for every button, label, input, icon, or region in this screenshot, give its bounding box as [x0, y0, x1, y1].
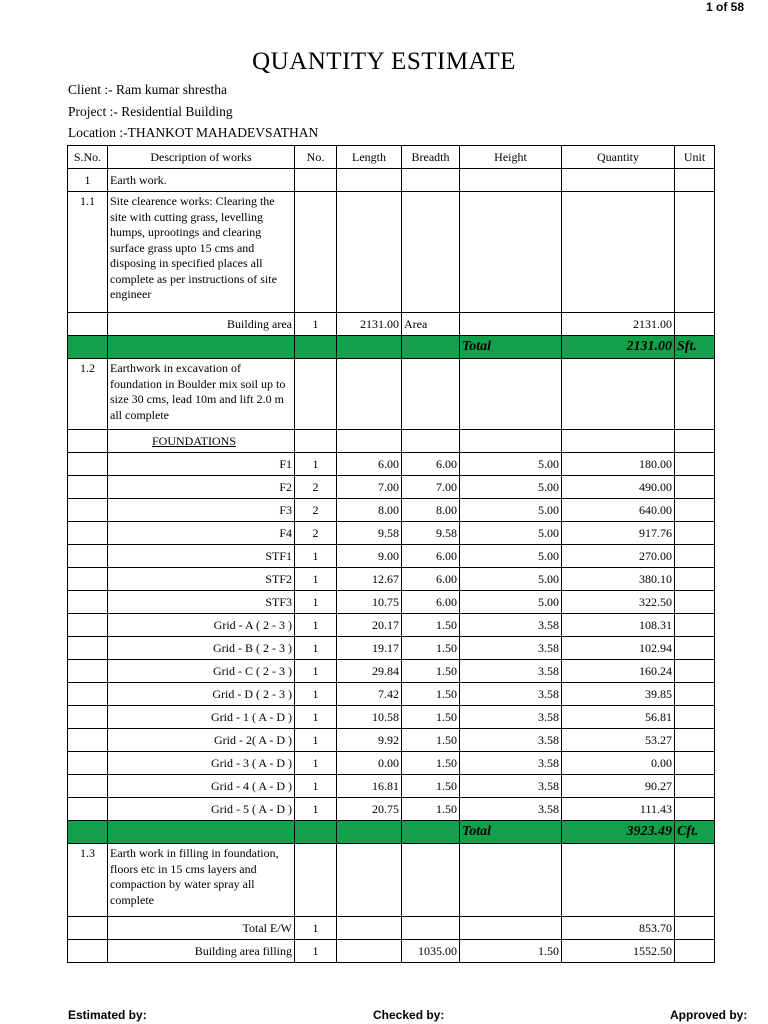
header-description: Description of works — [108, 146, 295, 169]
table-row — [68, 775, 715, 798]
cell-desc: STF1 — [108, 545, 295, 568]
table-row — [68, 499, 715, 522]
table-row — [68, 940, 715, 963]
item-row — [68, 192, 715, 313]
header-breadth: Breadth — [402, 146, 460, 169]
cell-quantity: 2131.00 — [562, 313, 675, 336]
cell-quantity: 180.00 — [562, 453, 675, 476]
table-row — [68, 522, 715, 545]
table-header-row — [68, 146, 715, 169]
cell-height: 5.00 — [460, 545, 562, 568]
cell-desc: F4 — [108, 522, 295, 545]
header-unit: Unit — [675, 146, 715, 169]
cell-quantity: 490.00 — [562, 476, 675, 499]
cell-quantity: 90.27 — [562, 775, 675, 798]
cell-breadth: 1.50 — [402, 775, 460, 798]
cell-no: 1 — [295, 591, 337, 614]
header-no: No. — [295, 146, 337, 169]
header-length: Length — [337, 146, 402, 169]
table-row — [68, 660, 715, 683]
estimated-by-label: Estimated by: — [68, 1008, 147, 1022]
cell-length: 19.17 — [337, 637, 402, 660]
section-row — [68, 169, 715, 192]
cell-height: 5.00 — [460, 568, 562, 591]
cell-desc: Grid - B ( 2 - 3 ) — [108, 637, 295, 660]
table-row — [68, 752, 715, 775]
cell-length: 20.17 — [337, 614, 402, 637]
table-row — [68, 545, 715, 568]
cell-desc: F1 — [108, 453, 295, 476]
cell-quantity: 111.43 — [562, 798, 675, 821]
cell-no: 1 — [295, 798, 337, 821]
cell-breadth: 6.00 — [402, 545, 460, 568]
cell-no: 1 — [295, 683, 337, 706]
cell-height: 3.58 — [460, 660, 562, 683]
cell-no: 1 — [295, 917, 337, 940]
cell-length: 10.58 — [337, 706, 402, 729]
cell-desc: Building area filling — [108, 940, 295, 963]
project-line: Project :- Residential Building — [68, 104, 233, 119]
cell-length: 7.42 — [337, 683, 402, 706]
cell-breadth: 1.50 — [402, 660, 460, 683]
cell-desc: Grid - D ( 2 - 3 ) — [108, 683, 295, 706]
table-row — [68, 476, 715, 499]
cell-length: 6.00 — [337, 453, 402, 476]
cell-breadth: 1.50 — [402, 729, 460, 752]
total-row — [68, 336, 715, 359]
cell-breadth: 6.00 — [402, 591, 460, 614]
cell-quantity: 102.94 — [562, 637, 675, 660]
cell-breadth: 9.58 — [402, 522, 460, 545]
approved-by-label: Approved by: — [670, 1008, 748, 1022]
section-title: Earth work. — [108, 169, 295, 192]
cell-no: 1 — [295, 313, 337, 336]
cell-height: 3.58 — [460, 706, 562, 729]
cell-height: 3.58 — [460, 683, 562, 706]
cell-breadth: 1.50 — [402, 637, 460, 660]
cell-quantity: 322.50 — [562, 591, 675, 614]
cell-height: 5.00 — [460, 522, 562, 545]
cell-no: 1 — [295, 752, 337, 775]
cell-breadth: 1.50 — [402, 752, 460, 775]
cell-desc: Grid - A ( 2 - 3 ) — [108, 614, 295, 637]
table-row — [68, 453, 715, 476]
cell-sno: 1 — [68, 169, 108, 192]
cell-breadth: 6.00 — [402, 568, 460, 591]
total-label: Total — [460, 336, 562, 359]
header-quantity: Quantity — [562, 146, 675, 169]
cell-height: 5.00 — [460, 591, 562, 614]
cell-desc: Grid - 2( A - D ) — [108, 729, 295, 752]
cell-length: 9.58 — [337, 522, 402, 545]
quantity-table — [67, 145, 715, 963]
header-sno: S.No. — [68, 146, 108, 169]
cell-length: 9.00 — [337, 545, 402, 568]
total-value: 2131.00 — [562, 336, 675, 359]
cell-no: 2 — [295, 522, 337, 545]
table-row — [68, 637, 715, 660]
cell-no: 1 — [295, 453, 337, 476]
cell-quantity: 0.00 — [562, 752, 675, 775]
cell-quantity: 53.27 — [562, 729, 675, 752]
cell-desc: Building area — [108, 313, 295, 336]
total-value: 3923.49 — [562, 821, 675, 844]
cell-desc: F2 — [108, 476, 295, 499]
cell-desc: Grid - 5 ( A - D ) — [108, 798, 295, 821]
table-row — [68, 313, 715, 336]
page-number: 1 of 58 — [705, 0, 744, 14]
cell-breadth: 6.00 — [402, 453, 460, 476]
cell-quantity: 640.00 — [562, 499, 675, 522]
subheading-row — [68, 430, 715, 453]
table-row — [68, 729, 715, 752]
cell-desc: STF2 — [108, 568, 295, 591]
table-row — [68, 614, 715, 637]
cell-height: 3.58 — [460, 729, 562, 752]
cell-no: 1 — [295, 729, 337, 752]
table-row — [68, 683, 715, 706]
cell-desc: Grid - C ( 2 - 3 ) — [108, 660, 295, 683]
item-description: Site clearence works: Clearing the site with cutting grass, levelling humps, uprootings and clearing surface grass upto 15 cms and disposing in specified places all complete as per instructions of site engineer — [108, 192, 295, 313]
item-row — [68, 844, 715, 917]
cell-height: 5.00 — [460, 476, 562, 499]
location-line: Location :-THANKOT MAHADEVSATHAN — [68, 125, 319, 140]
cell-length: 20.75 — [337, 798, 402, 821]
cell-height: 3.58 — [460, 752, 562, 775]
cell-desc: Grid - 4 ( A - D ) — [108, 775, 295, 798]
item-row — [68, 359, 715, 430]
cell-quantity: 39.85 — [562, 683, 675, 706]
client-line: Client :- Ram kumar shrestha — [68, 82, 227, 97]
cell-no: 1 — [295, 637, 337, 660]
cell-height: 3.58 — [460, 798, 562, 821]
table-row — [68, 917, 715, 940]
total-unit: Cft. — [675, 821, 715, 844]
cell-quantity: 853.70 — [562, 917, 675, 940]
table-row — [68, 568, 715, 591]
cell-desc: Grid - 1 ( A - D ) — [108, 706, 295, 729]
table-row — [68, 706, 715, 729]
cell-no: 2 — [295, 476, 337, 499]
cell-breadth: 8.00 — [402, 499, 460, 522]
cell-length: 0.00 — [337, 752, 402, 775]
cell-no: 1 — [295, 775, 337, 798]
cell-no: 1 — [295, 940, 337, 963]
cell-quantity: 270.00 — [562, 545, 675, 568]
cell-quantity: 917.76 — [562, 522, 675, 545]
cell-length: 9.92 — [337, 729, 402, 752]
cell-desc: STF3 — [108, 591, 295, 614]
cell-height: 5.00 — [460, 453, 562, 476]
cell-length: 2131.00 — [337, 313, 402, 336]
total-row — [68, 821, 715, 844]
cell-breadth: 1.50 — [402, 798, 460, 821]
cell-sno: 1.3 — [68, 844, 108, 917]
cell-breadth: Area — [402, 313, 460, 336]
cell-length: 16.81 — [337, 775, 402, 798]
cell-length: 10.75 — [337, 591, 402, 614]
cell-height: 3.58 — [460, 637, 562, 660]
cell-quantity: 160.24 — [562, 660, 675, 683]
cell-no: 1 — [295, 568, 337, 591]
item-description: Earthwork in excavation of foundation in Boulder mix soil up to size 30 cms, lead 10m and lift 2.0 m all complete — [108, 359, 295, 430]
foundations-label: FOUNDATIONS — [152, 433, 237, 448]
cell-no: 1 — [295, 660, 337, 683]
cell-height: 3.58 — [460, 614, 562, 637]
cell-quantity: 56.81 — [562, 706, 675, 729]
cell-desc: Total E/W — [108, 917, 295, 940]
cell-desc: Grid - 3 ( A - D ) — [108, 752, 295, 775]
cell-breadth: 1.50 — [402, 683, 460, 706]
checked-by-label: Checked by: — [373, 1008, 445, 1022]
cell-length: 7.00 — [337, 476, 402, 499]
cell-length: 8.00 — [337, 499, 402, 522]
cell-sno: 1.2 — [68, 359, 108, 430]
cell-quantity: 1552.50 — [562, 940, 675, 963]
cell-breadth: 7.00 — [402, 476, 460, 499]
cell-no: 2 — [295, 499, 337, 522]
cell-desc: F3 — [108, 499, 295, 522]
cell-sno: 1.1 — [68, 192, 108, 313]
page-title: QUANTITY ESTIMATE — [252, 48, 516, 75]
total-unit: Sft. — [675, 336, 715, 359]
cell-height: 1.50 — [460, 940, 562, 963]
cell-no: 1 — [295, 706, 337, 729]
cell-length: 29.84 — [337, 660, 402, 683]
cell-breadth: 1.50 — [402, 614, 460, 637]
cell-breadth: 1035.00 — [402, 940, 460, 963]
item-description: Earth work in filling in foundation, floors etc in 15 cms layers and compaction by water spray all complete — [108, 844, 295, 917]
cell-height: 5.00 — [460, 499, 562, 522]
cell-breadth: 1.50 — [402, 706, 460, 729]
cell-quantity: 108.31 — [562, 614, 675, 637]
cell-no: 1 — [295, 614, 337, 637]
total-label: Total — [460, 821, 562, 844]
cell-height: 3.58 — [460, 775, 562, 798]
table-row — [68, 591, 715, 614]
table-row — [68, 798, 715, 821]
cell-no: 1 — [295, 545, 337, 568]
cell-quantity: 380.10 — [562, 568, 675, 591]
header-height: Height — [460, 146, 562, 169]
cell-length: 12.67 — [337, 568, 402, 591]
